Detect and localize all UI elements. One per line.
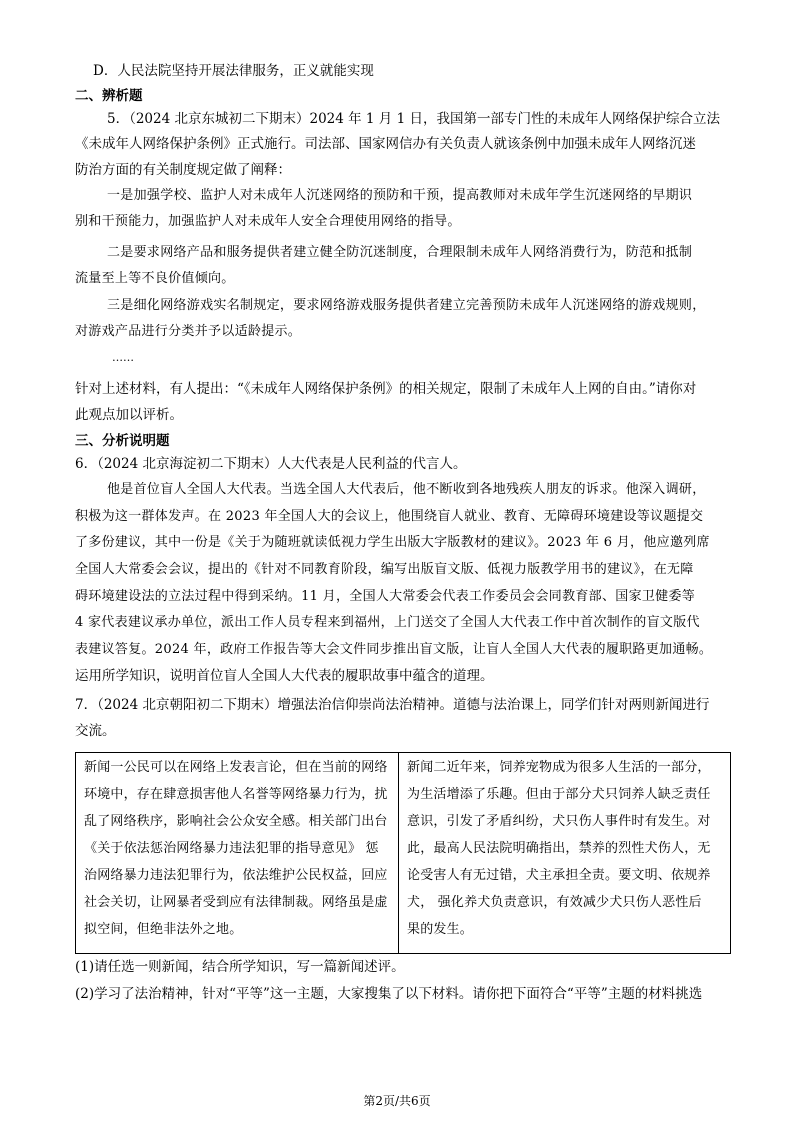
q5-point-2: 二是要求网络产品和服务提供者建立健全防沉迷制度，合理限制未成年人网络消费行为，防范和抵制 bbox=[107, 245, 693, 260]
q6-line: 积极为这一群体发声。在 2023 年全国人大的会议上，他围绕盲人就业、教育、无障碍环境建设等议题提交 bbox=[75, 509, 704, 524]
news-one-line: 乱了网络秩序，影响社会公众安全感。相关部门出台 bbox=[84, 814, 388, 829]
q5-point-2: 流量至上等不良价值倾向。 bbox=[75, 271, 235, 286]
q5-line: 《未成年人网络保护条例》正式施行。司法部、国家网信办有关负责人就该条例中加强未成年人网络沉迷 bbox=[75, 136, 696, 152]
q5-line: 5．（2024 北京东城初二下期末）2024 年 1 月 1 日，我国第一部专门性的未成年人网络保护综合立法 bbox=[107, 111, 720, 127]
q6-line: 他是首位盲人全国人大代表。当选全国人大代表后，他不断收到各地残疾人朋友的诉求。他深入调研， bbox=[107, 482, 706, 497]
q6-line: 全国人大常委会会议，提出的《针对不同教育阶段，编写出版盲文版、低视力版教学用书的建议》，在无障 bbox=[75, 562, 694, 577]
news-table-divider bbox=[398, 753, 399, 953]
ellipsis: …… bbox=[112, 351, 134, 364]
q5-point-1: 一是加强学校、监护人对未成年人沉迷网络的预防和干预，提高教师对未成年学生沉迷网络的早期识 bbox=[107, 188, 693, 203]
news-one-line: 社会关切，让网暴者受到应有法律制裁。网络虽是虚 bbox=[84, 895, 388, 910]
news-one-line: 《关于依法惩治网络暴力违法犯罪的指导意见》 惩 bbox=[84, 841, 379, 856]
news-two-line: 意识，引发了矛盾纠纷，犬只伤人事件时有发生。对 bbox=[407, 814, 711, 829]
q5-point-1: 别和干预能力，加强监护人对未成年人安全合理使用网络的指导。 bbox=[75, 214, 461, 229]
q6-title: 6．（2024 北京海淀初二下期末）人大代表是人民利益的代言人。 bbox=[75, 456, 467, 472]
q5-question: 此观点加以评析。 bbox=[75, 407, 183, 423]
news-two-line: 为生活增添了乐趣。但由于部分犬只饲养人缺乏责任 bbox=[407, 787, 711, 802]
q5-point-3: 对游戏产品进行分类并予以适龄提示。 bbox=[75, 324, 302, 339]
q7-line: 交流。 bbox=[75, 723, 116, 739]
news-two-line: 论受害人有无过错，犬主承担全责。要文明、依规养 bbox=[407, 868, 711, 883]
q6-line: 4 家代表建议承办单位，派出工作人员专程来到福州，上门送交了全国人大代表工作中首次制作的盲文版代 bbox=[75, 615, 700, 630]
q5-line: 防治方面的有关制度规定做了阐释： bbox=[75, 162, 291, 178]
section2-heading: 二、辨析题 bbox=[75, 88, 143, 104]
section3-heading: 三、分析说明题 bbox=[75, 433, 170, 449]
news-one-line: 拟空间，但绝非法外之地。 bbox=[84, 922, 243, 937]
option-d: D．人民法院坚持开展法律服务，正义就能实现 bbox=[93, 63, 374, 79]
q7-line: 7．（2024 北京朝阳初二下期末）增强法治信仰崇尚法治精神。道德与法治课上，同学们针对两则新闻进行 bbox=[75, 697, 710, 713]
news-two-line: 犬， 强化养犬负责意识，有效减少犬只伤人恶性后 bbox=[407, 895, 702, 910]
news-two-line: 此，最高人民法院明确指出，禁养的烈性犬伤人，无 bbox=[407, 841, 711, 856]
news-table bbox=[75, 752, 731, 954]
news-one-line: 新闻一公民可以在网络上发表言论，但在当前的网络 bbox=[84, 760, 388, 775]
q5-question: 针对上述材料，有人提出：“《未成年人网络保护条例》的相关规定，限制了未成年人上网的自由。”请你对 bbox=[75, 381, 697, 397]
q7-sub-question-2: (2)学习了法治精神，针对“平等”这一主题，大家搜集了以下材料。请你把下面符合“平等”主题的材料挑选 bbox=[75, 986, 703, 1002]
q6-line: 碍环境建设法的立法过程中得到采纳。11 月，全国人大常委会代表工作委员会会同教育部、国家卫健委等 bbox=[75, 589, 696, 604]
news-one-line: 治网络暴力违法犯罪行为，依法维护公民权益，回应 bbox=[84, 868, 388, 883]
q6-line: 运用所学知识，说明首位盲人全国人大代表的履职故事中蕴含的道理。 bbox=[75, 668, 494, 684]
news-two-line: 新闻二近年来，饲养宠物成为很多人生活的一部分， bbox=[407, 760, 711, 775]
news-one-line: 环境中，存在肆意损害他人名誉等网络暴力行为，扰 bbox=[84, 787, 388, 802]
q7-sub-question-1: (1)请任选一则新闻，结合所学知识，写一篇新闻述评。 bbox=[75, 959, 405, 975]
news-two-line: 果的发生。 bbox=[407, 922, 474, 937]
q5-point-3: 三是细化网络游戏实名制规定，要求网络游戏服务提供者建立完善预防未成年人沉迷网络的游戏规则， bbox=[107, 298, 706, 313]
q6-line: 表建议答复。2024 年，政府工作报告等大会文件同步推出盲文版，让盲人全国人大代表的履职路更加通畅。 bbox=[75, 642, 713, 657]
page-footer: 第2页/共6页 bbox=[363, 1094, 431, 1108]
q6-line: 了多份建议，其中一份是《关于为随班就读低视力学生出版大字版教材的建议》。2023 年 6 月，他应邀列席 bbox=[75, 535, 710, 550]
